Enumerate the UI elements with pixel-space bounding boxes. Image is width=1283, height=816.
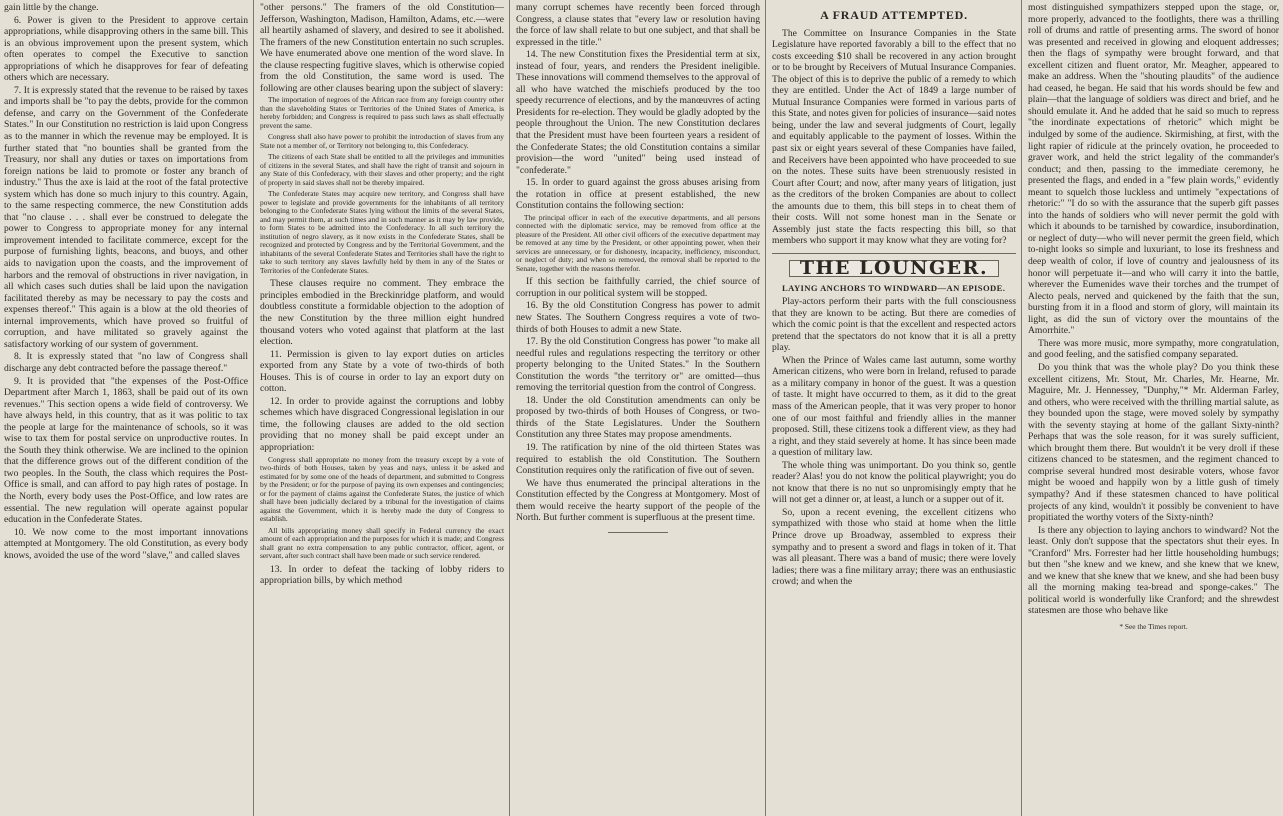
paragraph: gain little by the change. [4, 2, 99, 13]
lounger-masthead [772, 256, 1016, 279]
paragraph: 14. The new Constitution fixes the Presidential term at six, instead of four, years, and renders the President ineligible. These innovations will commend themselves to the approval of all who have watched the mischiefs produced by the too speedy recurrence of elections, and by the manœuvres of acting Presidents for re-election. They would be gladly adopted by the people throughout the Union. The new Constitution declares that the President must have been fourteen years a resident of the Confederate States; the old Constitution contains a similar provision—the word "united" being used instead of "confederate." [516, 49, 761, 176]
paragraph: Do you think that was the whole play? Do you think these excellent citizens, Mr. Stout, Mr. Charles, Mr. Hearne, Mr. Maguire, Mr. J. Hennessey, "Dunphy,"* Mr. Alderman Farley, and others, who were received with the thrilling martial salute, as they bounded upon the stage, were moved solely by sympathy with the seventy staying at home of the gallant Sixty-ninth? Perhaps that was the sole reason, for it was surely sufficient, which brought them there. But wouldn't it be very droll if these citizens chanced to be statesmen, and the regiment chanced to comprise several hundred most desirable voters, whose favor might be wooed and happily won by a little gush of timely sympathy? And if these statesmen chanced to have political projects of any kind, wouldn't it possibly be convenient to have propitiated the worthy voters of the Sixty-ninth? [1028, 361, 1279, 524]
paragraph: many corrupt schemes have recently been forced through Congress, a clause states that "every law or resolution having the force of law shall relate to but one subject, and that shall be expressed in the title." [516, 2, 760, 48]
end-rule [608, 532, 668, 533]
quoted-clause: The importation of negroes of the African race from any foreign country other than the slaveholding States or Territories of the United States of America, is hereby forbidden; and Congress is required to pass such laws as shall effectually prevent the same. [260, 95, 504, 130]
column-1 [0, 0, 252, 816]
column-rule [509, 0, 510, 816]
lounger-title: THE LOUNGER. [789, 260, 999, 278]
column-3 [512, 0, 764, 816]
column-rule [1021, 0, 1022, 816]
section-rule [772, 253, 1016, 254]
quoted-clause: Congress shall appropriate no money from the treasury except by a vote of two-thirds of both Houses, taken by yeas and nays, unless it be asked and estimated for by some one of the heads of department, and submitted to Congress by the President; or for the purpose of paying its own expenses and contingencies; or for the payment of claims against the Confederate States, the justice of which shall have been judicially declared by a tribunal for the investigation of claims against the Government, which it is hereby made the duty of Congress to establish. [260, 454, 504, 524]
paragraph: 7. It is expressly stated that the revenue to be raised by taxes and imports shall be "to pay the debts, provide for the common defense, and carry on the Government of the Confederate States." In our Constitution no restriction is laid upon Congress as to the manner in which the revenue may be employed. It is further stated that "no bounties shall be granted from the Treasury, nor shall any duties or taxes on importations from foreign nations be laid to promote or foster any branch of industry." Thus the axe is laid at the root of the fatal protective system which has done so much injury to this country. Again, to the same respecting commerce, the new Constitution adds that "no clause . . . shall ever be construed to delegate the power to Congress to appropriate money for any internal improvement intended to facilitate commerce, except for the purpose of furnishing lights, beacons, and buoys, and other aids to navigation upon the coasts, and the improvement of harbors and the removal of obstructions in river navigation, in all which cases such duties shall be laid upon the navigation facilitated thereby as may be necessary to pay the costs and expenses thereof." This again is a blow at the old theories of internal improvements, which have proved so fruitful of corruption, and have militated so gravely against the satisfactory working of our system of government. [4, 84, 248, 350]
paragraph: 8. It is expressly stated that "no law of Congress shall discharge any debt contracted before the passage thereof." [4, 351, 248, 374]
paragraph: 6. Power is given to the President to approve certain appropriations, while disapproving others in the same bill. This is an obvious improvement upon the present system, which often operates to compel the Executive to sanction appropriations of which he disapproves for fear of defeating others which are necessary. [4, 14, 248, 84]
paragraph: 11. Permission is given to lay export duties on articles exported from any State by a vote of two-thirds of both Houses. This is of course in order to lay an export duty on cotton. [260, 348, 504, 395]
paragraph: The whole thing was unimportant. Do you think so, gentle reader? Alas! you do not know the political playwright; you do not know that there is no nut so unpromisingly empty that he will not get a dinner or, at least, a lunch or a supper out of it. [772, 459, 1016, 506]
paragraph: When the Prince of Wales came last autumn, some worthy American citizens, who were born in Ireland, refused to parade as a military company in honor of the guest. It was a question of taste. It might have occurred to them, as it did to the great mass of the American people, that it was very proper to honor one of our most faithful and friendly allies in the manner proposed. Still, these citizens took a different view, as they had a right, and they staid severely at home. It has since been made a question of military law. [772, 354, 1016, 459]
paragraph: The Committee on Insurance Companies in the State Legislature have reported favorably a bill to the effect that no costs exceeding $10 shall be recovered in any action brought or to be brought by Receivers of Mutual Insurance Companies. The object of this is to deprive the public of a remedy to which they are entitled. Under the Act of 1849 a large number of Mutual Insurance Companies were formed in various parts of this State, and notes given for policies of insurance—said notes being, under the law and several judgments of Court, legally and equitably applicable to the payment of losses. Within the past six or eight years several of these Companies have failed, and Receivers have been appointed who have proceeded to sue on the notes. These suits have been strenuously resisted in Court after Court; and now, after many years of litigation, just as the creditors of the broken Companies are about to collect the amounts due to them, this bill steps in to cheat them of their costs. Will not some honest man in the Senate or Assembly just state the facts respecting this bill, so that members who support it may know what they are voting for? [772, 27, 1016, 247]
paragraph: 13. In order to defeat the tacking of lobby riders to appropriation bills, by which method [260, 563, 504, 587]
footnote: * See the Times report. [1119, 621, 1188, 631]
article-heading: A FRAUD ATTEMPTED. [820, 8, 968, 22]
column-5 [1024, 0, 1283, 816]
paragraph: Play-actors perform their parts with the full consciousness that they are known to be acting. But there are comedies of which the comic point is that the excellent and respected actors pretend that the spectators do not know that it is all a pretty play. [772, 296, 1016, 354]
column-4 [768, 0, 1020, 816]
quoted-clause: All bills appropriating money shall specify in Federal currency the exact amount of each appropriation and the purposes for which it is made; and Congress shall grant no extra compensation to any public contractor, officer, agent, or servant, after such contract shall have been made or such service rendered. [260, 525, 504, 561]
section-subhead: LAYING ANCHORS TO WINDWARD—AN EPISODE. [782, 283, 1006, 294]
paragraph: 18. Under the old Constitution amendments can only be proposed by two-thirds of both Houses of Congress, or two-thirds of the State Legislatures. Under the Southern Constitution any three States may propose amendments. [516, 394, 760, 441]
column-2 [256, 0, 508, 816]
paragraph: 15. In order to guard against the gross abuses arising from the rotation in office at present established, the new Constitution contains the following section: [516, 177, 760, 212]
paragraph: 9. It is provided that "the expenses of the Post-Office Department after March 1, 1863, shall be paid out of its own revenues." This section opens a wide field of controversy. We have always held, in this country, that as it was politic to tax the people at large for the maintenance of schools, so it was wise to tax them for postal service on unproductive routes. In the South they think otherwise. We are inclined to the opinion that the difference grows out of the different condition of the two peoples. In the South, the class which requires the Post-Office is small, and can afford to pay high rates of postage. In the North, every body uses the Post-Office, and low rates are essential. The new regulation will operate against popular education in the Confederate States. [4, 375, 248, 526]
paragraph: There was more music, more sympathy, more congratulation, and good feeling, and the satisfied company separated. [1028, 337, 1279, 361]
paragraph: So, upon a recent evening, the excellent citizens who sympathized with those who staid at home when the little Prince drove up Broadway, assembled to express their sympathy and to present a sword and flags in token of it. That was all pleasant. There was a band of music; there were lovely ladies; there was a fine military array; there was an enthusiastic crowd; and when the [772, 506, 1016, 588]
paragraph: most distinguished sympathizers stepped upon the stage, or, more properly, advanced to the footlights, there was a thrilling roll of drums and rattle of presenting arms. The sword of honor was presented and received in glowing and eloquent addresses; then the flags of sympathy were brought forward, and that excellent citizen and fluent orator, Mr. Meagher, appeared to make an address. When the "shouting plaudits" of the audience had ceased, he began. He said that his words should be few and plain—that the language of soldiers was direct and brief, and he should emulate it. And he added that he said so much to repress "the inordinate expectations of rhetoric" which might be indulged by some of the audience. Skirmishing, at first, with the light rapier of ridicule at the princely ovation, he proceeded to graver work, and held the strict legality of the commander's conduct; and then, passing to the immediate ceremony, he presented the flags, and ended in a "few plain words," evidently meant to squelch those luckless and untimely "expectations of rhetoric:" "I do so with the assurance that the superb gift passes into the hands of soldiers who will never permit the gold with which it abounds to be tarnished by cowardice, insubordination, or neglect of duty—who will never permit the green field, which to-night looks so simple and luxuriant, to lose its freshness and deep wealth of color, if love of country and jealousness of its honor will perpetuate it—and who will carry it into the battle, wherever the Eumenides wave their torches and the trumpet of Alecto peals, nerved and quickened by the faith that the sun, bursting from it in a flood and storm of glory, will maintain its light, as did the sun of victory over the mountains of the Amorrhite." [1028, 2, 1279, 337]
paragraph: If this section be faithfully carried, the chief source of corruption in our political system will be stopped. [516, 276, 760, 299]
paragraph: 10. We now come to the most important innovations attempted at Montgomery. The old Constitution, as every body knows, avoided the use of the word "slave," and called slaves [4, 526, 248, 561]
quoted-clause: The principal officer in each of the executive departments, and all persons connected with the diplomatic service, may be removed from office at the pleasure of the President. All other civil officers of the executive department may be removed at any time by the President, or other appointing power, when their services are unnecessary, or for dishonesty, incapacity, inefficiency, misconduct, or neglect of duty; and when so removed, the removal shall be reported to the Senate, together with the reasons therefor. [516, 212, 760, 273]
paragraph: These clauses require no comment. They embrace the principles embodied in the Breckinridge platform, and would doubtless constitute a formidable objection to the adoption of the new Constitution by the three million eight hundred thousand voters who voted against that platform at the last election. [260, 278, 504, 348]
quoted-clause: Congress shall also have power to prohibit the introduction of slaves from any State not a member of, or Territory not belonging to, this Confederacy. [260, 132, 504, 150]
paragraph: 16. By the old Constitution Congress has power to admit new States. The Southern Congress requires a vote of two-thirds of both Houses to admit a new State. [516, 300, 760, 335]
paragraph: 12. In order to provide against the corruptions and lobby schemes which have disgraced Congressional legislation in our time, the following clauses are added to the old section providing that no money shall be paid except under an appropriation: [260, 395, 504, 454]
paragraph: 17. By the old Constitution Congress has power "to make all needful rules and regulations respecting the territory or other property belonging to the United States." In the Southern Constitution the words "the territory or" are omitted—thus removing the territorial question from the control of Congress. [516, 336, 760, 394]
column-rule [765, 0, 766, 816]
quoted-clause: The citizens of each State shall be entitled to all the privileges and immunities of citizens in the several States, and shall have the right of transit and sojourn in any State of this Confederacy, with their slaves and other property; and the right of property in said slaves shall not be thereby impaired. [260, 152, 504, 187]
paragraph: We have thus enumerated the principal alterations in the Constitution effected by the Congress at Montgomery. Most of them would receive the hearty support of the people of the North. But further comment is superfluous at the present time. [516, 477, 760, 524]
paragraph: "other persons." The framers of the old Constitution—Jefferson, Washington, Madison, Hamilton, Adams, etc.—were all heartily ashamed of slavery, and desired to see it abolished. The framers of the new Constitution entertain no such scruples. We have enumerated above one mention of the word slave. In the clause respecting fugitive slaves, which is otherwise copied from the old Constitution, the same word is used. The following are other clauses bearing upon the subject of slavery: [260, 2, 504, 94]
paragraph: 19. The ratification by nine of the old thirteen States was required to establish the old Constitution. The Southern Constitution requires only the ratification of five out of seven. [516, 442, 760, 477]
column-rule [253, 0, 254, 816]
quoted-clause: The Confederate States may acquire new territory, and Congress shall have power to legislate and provide governments for the inhabitants of all territory belonging to the Confederate States lying without the limits of the several States, and may permit them, at such times and in such manner as it may by law provide, to form States to be admitted into the Confederacy. In all such territory the institution of negro slavery, as it now exists in the Confederate States, shall be recognized and protected by Congress and by the Territorial Government, and the inhabitants of the several Confederate States and Territories shall have the right to take to such territory any slaves lawfully held by them in any of the States or Territories of the Confederate States. [260, 189, 504, 275]
paragraph: Is there any objection to laying anchors to windward? Not the least. Only don't suppose that the spectators shut their eyes. In "Cranford" Mrs. Forrester had her little householding humbugs; but then "she knew and we knew, and she knew that we knew, and we knew that she knew that we knew, and she had been busy all the morning making tea-bread and sponge-cakes." The political world is wonderfully like Cranford; and the shrewdest statesmen are those who behave like [1028, 524, 1279, 617]
